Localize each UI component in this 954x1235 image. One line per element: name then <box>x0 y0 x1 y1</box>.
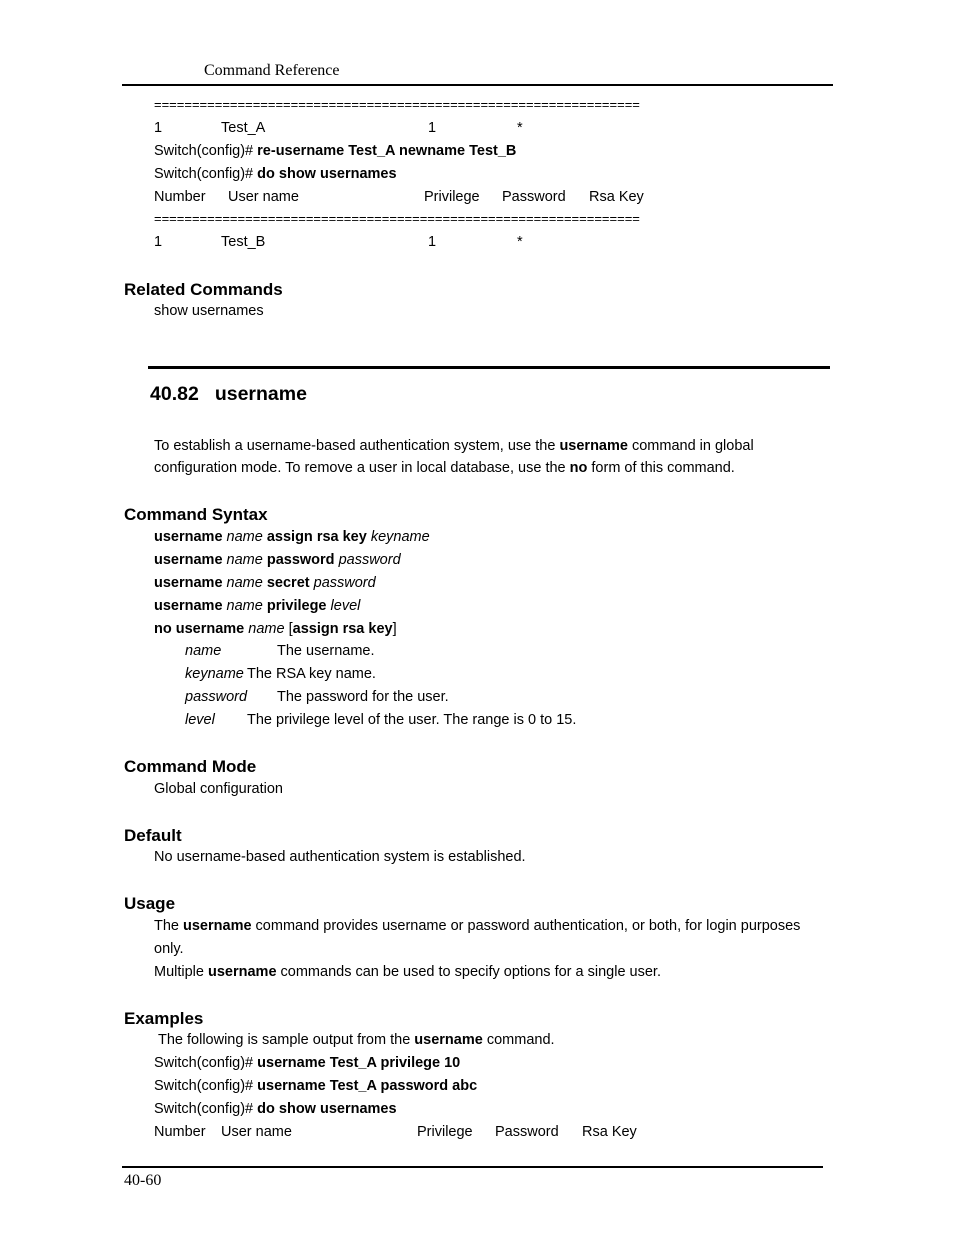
cell-number: 1 <box>154 120 163 136</box>
usage-line: Multiple username commands can be used to specify options for a single user. <box>154 964 661 980</box>
syntax-line: username name secret password <box>154 575 376 591</box>
default-heading: Default <box>124 826 182 845</box>
col-password: Password <box>495 1124 559 1140</box>
param-desc: The username. <box>277 643 375 659</box>
col-number: Number <box>154 1124 206 1140</box>
param-desc: The password for the user. <box>277 689 449 705</box>
separator-line: ================================================================ <box>154 211 640 226</box>
examples-heading: Examples <box>124 1009 204 1028</box>
cell-number: 1 <box>154 234 163 250</box>
command-line <box>154 166 397 182</box>
usage-line: only. <box>154 941 184 957</box>
related-heading: Related Commands <box>124 280 283 299</box>
cell-privilege: 1 <box>428 234 437 250</box>
param-name: name <box>185 643 222 659</box>
running-header: Command Reference <box>204 62 340 79</box>
col-number: Number <box>154 189 206 205</box>
syntax-line: username name privilege level <box>154 598 361 614</box>
syntax-heading: Command Syntax <box>124 505 268 524</box>
command: re-username Test_A newname Test_B <box>257 143 517 159</box>
related-text: show usernames <box>154 303 264 319</box>
param-desc: The privilege level of the user. The range is 0 to 15. <box>247 712 577 728</box>
command-line: Switch(config)# username Test_A privilege 10 <box>154 1055 461 1071</box>
examples-intro: The following is sample output from the username command. <box>158 1032 555 1048</box>
cell-user: Test_A <box>221 120 266 136</box>
cell-user: Test_B <box>221 234 266 250</box>
command-line: Switch(config)# username Test_A password abc <box>154 1078 478 1094</box>
mode-heading: Command Mode <box>124 757 257 776</box>
intro-line: To establish a username-based authentication system, use the username command in global <box>154 438 754 454</box>
param-name: password <box>185 689 248 705</box>
intro-line: configuration mode. To remove a user in local database, use the no form of this command. <box>154 460 735 476</box>
section-number: 40.82 <box>150 383 199 405</box>
default-text: No username-based authentication system is established. <box>154 849 526 865</box>
section-rule <box>148 366 830 369</box>
syntax-line: username name password password <box>154 552 401 568</box>
prompt: Switch(config)# <box>154 166 254 182</box>
cell-password: * <box>517 234 523 250</box>
cell-privilege: 1 <box>428 120 437 136</box>
cell-password: * <box>517 120 523 136</box>
param-name: level <box>185 712 215 728</box>
footer-rule <box>122 1166 823 1168</box>
syntax-line: username name assign rsa key keyname <box>154 529 430 545</box>
page-number: 40-60 <box>124 1172 162 1189</box>
col-rsa: Rsa Key <box>589 189 644 205</box>
header-rule <box>122 84 833 86</box>
param-desc: The RSA key name. <box>247 666 376 682</box>
section-name: username <box>214 383 307 405</box>
col-user: User name <box>221 1124 292 1140</box>
mode-text: Global configuration <box>154 781 283 797</box>
command-line: Switch(config)# do show usernames <box>154 1101 397 1117</box>
param-name: keyname <box>185 666 244 682</box>
command-line <box>154 143 516 159</box>
section-title <box>150 383 307 406</box>
command: do show usernames <box>257 166 397 182</box>
col-user: User name <box>228 189 299 205</box>
col-password: Password <box>502 189 566 205</box>
col-privilege: Privilege <box>417 1124 473 1140</box>
usage-heading: Usage <box>124 894 176 913</box>
usage-line: The username command provides username or password authentication, or both, for login purposes <box>154 918 801 934</box>
syntax-line: no username name [assign rsa key] <box>154 621 397 637</box>
col-rsa: Rsa Key <box>582 1124 637 1140</box>
col-privilege: Privilege <box>424 189 480 205</box>
prompt: Switch(config)# <box>154 143 254 159</box>
separator-line: ================================================================ <box>154 97 640 112</box>
